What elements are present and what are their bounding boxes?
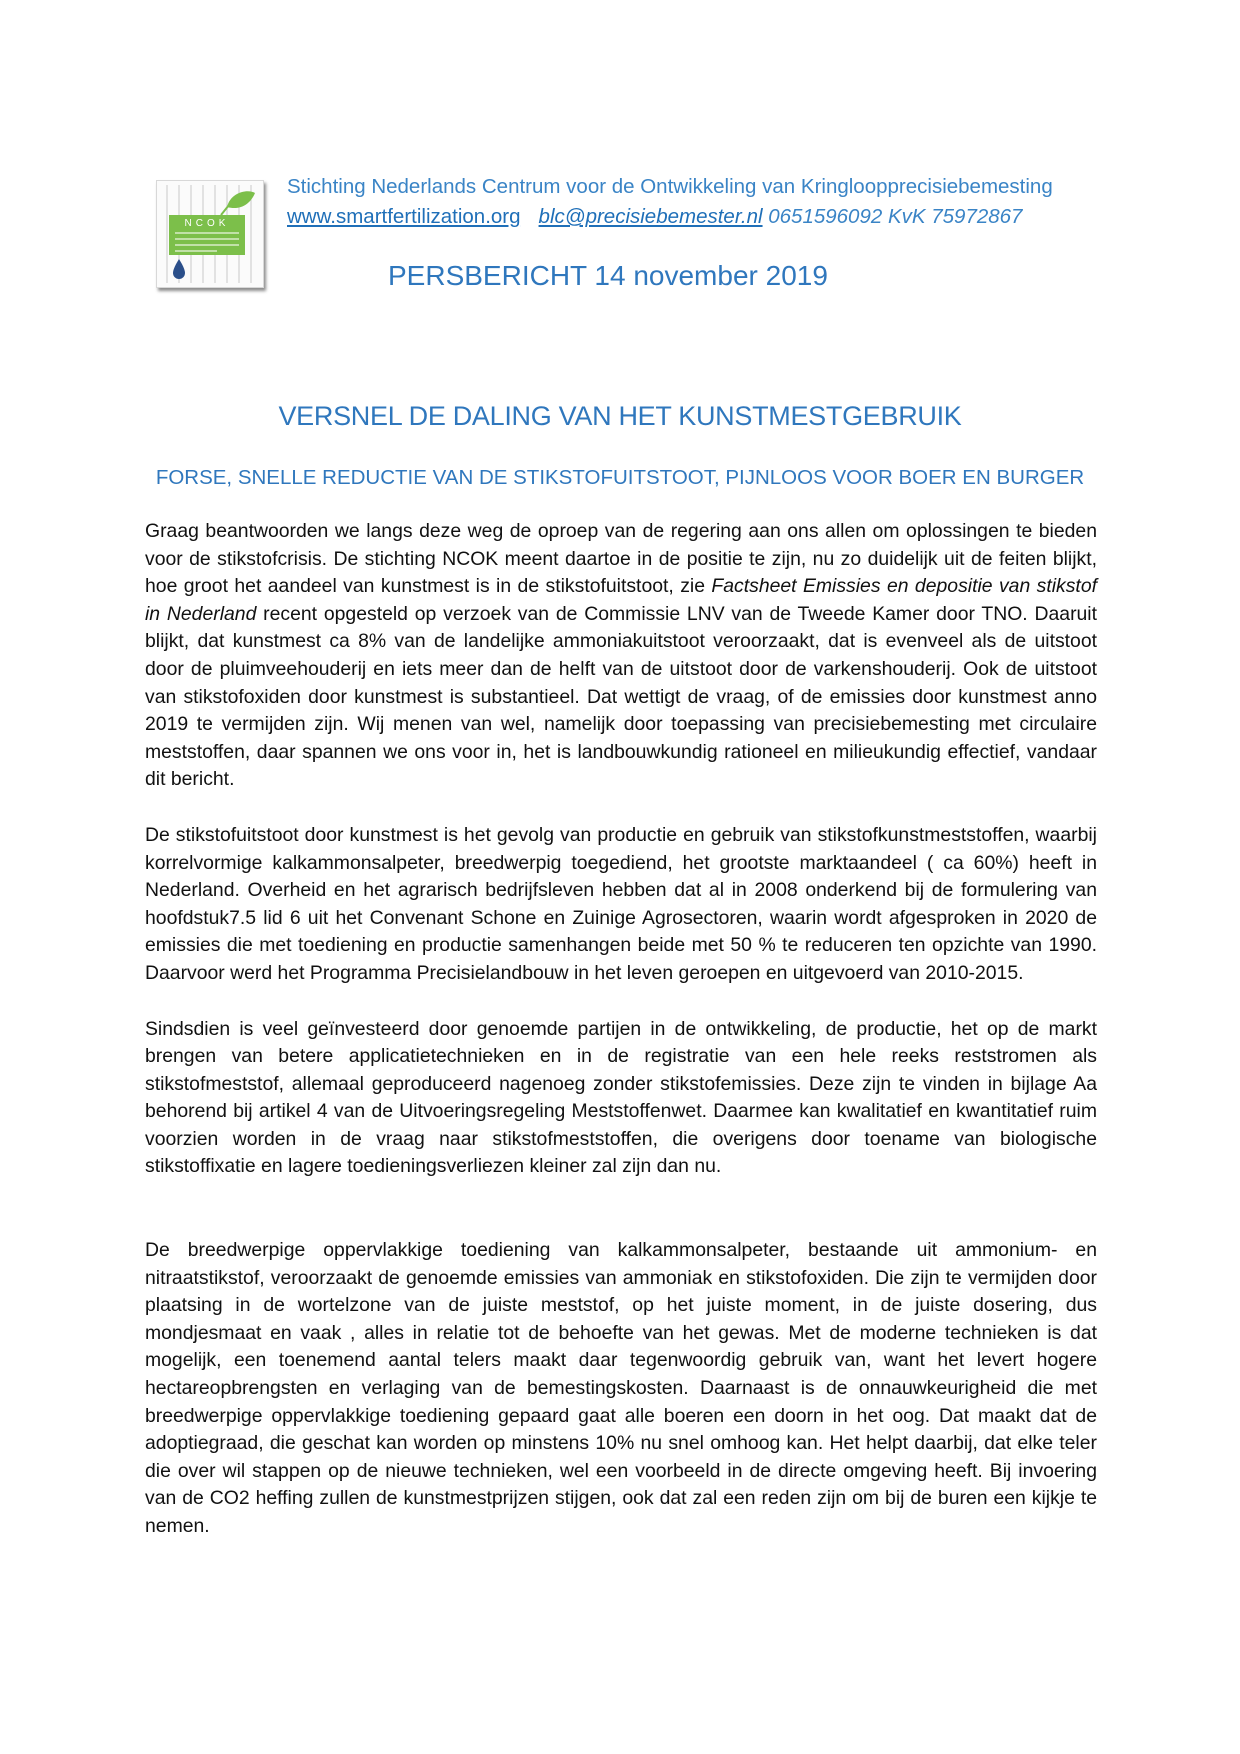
phone-kvk: 0651596092 KvK 75972867 [768, 205, 1023, 228]
body-text [145, 518, 1097, 1541]
paragraph-1 [145, 518, 1097, 794]
paragraph-3: Sindsdien is veel geïnvesteerd door genoemde partijen in de ontwikkeling, de productie, het op de markt brengen van betere applicatietechnieken en in de registratie van een hele reeks reststromen als stikstofmeststof, allemaal geproduceerd nagenoeg zonder stikstofemissies. Deze zijn te vinden in bijlage Aa behorend bij artikel 4 van de Uitvoeringsregeling Meststoffenwet. Daarmee kan kwalitatief en kwantitatief ruim voorzien worden in de vraag naar stikstofmeststoffen, die overigens door toename van biologische stikstoffixatie en lagere toedieningsverliezen kleiner zal zijn dan nu. [145, 1017, 1097, 1178]
paragraph-2: De stikstofuitstoot door kunstmest is het gevolg van productie en gebruik van stikstofkunstmeststoffen, waarbij korrelvormige kalkammonsalpeter, breedwerpig toegediend, het grootste marktaandeel ( ca 60%) heeft in Nederland. Overheid en het agrarisch bedrijfsleven hebben dat al in 2008 onderkend bij de formulering van hoofdstuk7.5 lid 6 uit het Convenant Schone en Zuinige Agrosectoren, waarin wordt afgesproken in 2020 de emissies die met toediening en productie samenhangen beide met 50 % te reduceren ten opzichte van 1990. Daarvoor werd het Programma Precisielandbouw in het leven geroepen en uitgevoerd van 2010-2015. [145, 823, 1097, 984]
website-link[interactable]: www.smartfertilization.org [287, 205, 521, 228]
ncok-logo [156, 180, 264, 288]
document-subtitle: FORSE, SNELLE REDUCTIE VAN DE STIKSTOFUITSTOOT, PIJNLOOS VOOR BOER EN BURGER [155, 466, 1085, 489]
factsheet-title: Factsheet Emissies en depositie van stikstof in Nederland [145, 575, 1097, 625]
paragraph-1-part-a: Graag beantwoorden we langs deze weg de oproep van de regering aan ons allen om oplossingen te bieden voor de stikstofcrisis. De stichting NCOK meent daartoe in de positie te zijn, nu zo duidelijk uit de feiten blijkt, hoe groot het aandeel van kunstmest is in de stikstofuitstoot, zie [145, 520, 1097, 598]
email-link[interactable]: blc@precisiebemester.nl [538, 205, 763, 228]
contact-line [287, 202, 1187, 232]
paragraph-1-part-b: recent opgesteld op verzoek van de Commissie LNV van de Tweede Kamer door TNO. Daaruit blijkt, dat kunstmest ca 8% van de landelijke ammoniakuitstoot veroorzaakt, dat is evenveel als de uitstoot door de pluimveehouderij en iets meer dan de helft van de uitstoot door de varkenshouderij. Ook de uitstoot van stikstofoxiden door kunstmest is substantieel. Dat wettigt de vraag, of de emissies door kunstmest anno 2019 te vermijden zijn. Wij menen van wel, namelijk door toepassing van precisiebemesting met circulaire meststoffen, daar spannen we ons voor in, het is landbouwkundig rationeel en milieukundig effectief, vandaar dit bericht. [145, 602, 1098, 791]
organisation-name: Stichting Nederlands Centrum voor de Ontwikkeling van Kringloopprecisiebemesting [287, 175, 1053, 198]
paragraph-4: De breedwerpige oppervlakkige toediening van kalkammonsalpeter, bestaande uit ammonium- en nitraatstikstof, veroorzaakt de genoemde emissies van ammoniak en stikstofoxiden. Die zijn te vermijden door plaatsing in de wortelzone van de juiste meststof, op het juiste moment, in de juiste dosering, dus mondjesmaat en vaak , alles in relatie tot de behoefte van het gewas. Met de moderne technieken is dat mogelijk, een toenemend aantal telers maakt daar tegenwoordig gebruik van, want het levert hogere hectareopbrengsten en verlaging van de bemestingskosten. Daarnaast is de onnauwkeurigheid die met breedwerpige oppervlakkige toediening gepaard gaat alle boeren een doorn in het oog. Dat maakt dat de adoptiegraad, die geschat kan worden op minstens 10% nu snel omhoog kan. Het helpt daarbij, dat elke teler die over wil stappen op de nieuwe technieken, wel een voorbeeld in de directe omgeving heeft. Bij invoering van de CO2 heffing zullen de kunstmestprijzen stijgen, ook dat zal een reden zijn om bij de buren een kijkje te nemen. [145, 1239, 1097, 1537]
letterhead [287, 172, 1187, 232]
ncok-logo-graphic [157, 181, 263, 287]
logo-letters: NCOK [184, 218, 230, 229]
press-release-heading: PERSBERICHT 14 november 2019 [388, 260, 828, 291]
document-title: VERSNEL DE DALING VAN HET KUNSTMESTGEBRUIK [278, 401, 962, 431]
